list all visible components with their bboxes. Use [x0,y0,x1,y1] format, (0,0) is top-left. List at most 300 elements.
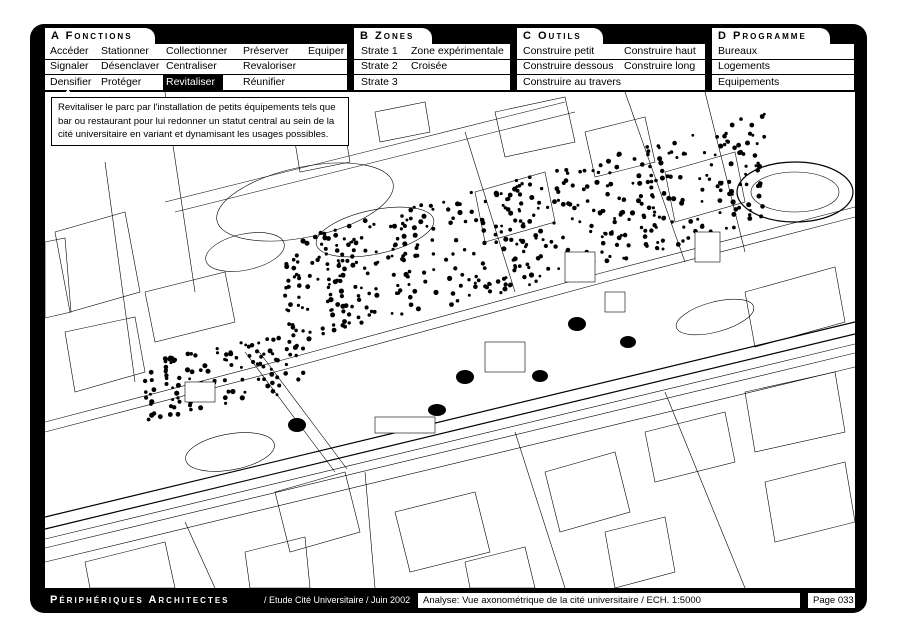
tree-mark [532,214,535,217]
menu-item-construire-petit[interactable]: Construire petit [523,45,595,57]
tree-mark [408,283,411,286]
tree-mark [534,236,537,239]
tree-mark [566,172,569,175]
tree-mark [178,400,182,404]
tree-mark [316,278,319,281]
tree-mark [557,267,560,270]
tree-mark [583,169,587,173]
tree-mark [647,206,652,211]
tree-mark [173,358,177,362]
tree-mark [714,154,717,157]
tree-mark [144,390,148,394]
tree-mark [326,236,331,241]
tree-mark [295,253,299,257]
tree-mark [294,329,298,333]
tree-mark [762,135,766,139]
tree-mark [481,261,485,265]
tree-mark [485,285,489,289]
tooltip-pointer [62,89,74,97]
tree-mark [275,375,279,379]
tree-mark [536,256,541,261]
tree-mark [684,152,687,155]
tree-mark [224,402,227,405]
tree-mark [357,294,361,298]
tree-mark [271,389,276,394]
tree-mark [508,211,513,216]
tree-mark [374,287,377,290]
tree-mark [144,396,148,400]
tree-mark [353,285,357,289]
tree-mark [658,216,661,219]
tree-mark [727,192,732,197]
menu-item-strate-2[interactable]: Strate 2 [361,60,398,72]
tree-mark [216,351,219,354]
tree-mark [650,193,654,197]
tree-mark [422,214,427,219]
tree-mark [500,230,503,233]
tree-mark [296,260,299,263]
tree-mark [643,229,647,233]
tree-mark [165,376,169,380]
tree-mark [598,210,603,215]
tree-mark [271,338,275,342]
tree-mark [350,263,355,268]
tree-mark [422,271,426,275]
tree-mark [412,225,417,230]
description-tooltip: Revitaliser le parc par l'installation de petits équipements tels que bar ou restaurant pour lui redonner un statut central au sein de la cité universitaire en variant et dynamisant les usages possibles. [51,97,349,146]
tree-mark [404,272,409,277]
tree-mark [528,283,531,286]
tree-mark [725,227,728,230]
tree-mark [656,247,660,251]
tree-mark [391,255,394,258]
tree-mark [494,225,498,229]
tree-mark [601,235,604,238]
menu-item-strate-3[interactable]: Strate 3 [361,76,398,88]
tree-mark [431,208,434,211]
tree-mark [285,347,289,351]
menu-item-revaloriser[interactable]: Revaloriser [243,60,297,72]
tree-mark [630,210,635,215]
menu-item-construire-haut[interactable]: Construire haut [624,45,696,57]
tree-mark [760,114,765,119]
tree-mark [756,184,760,188]
footer-page-number: Page 033 [808,593,855,608]
tree-mark [189,352,193,356]
tree-mark [400,214,404,218]
tree-mark [653,214,656,217]
tree-mark [230,389,235,394]
tree-mark [660,169,664,173]
tree-mark [749,209,752,212]
tree-mark [756,142,759,145]
tree-mark [190,369,195,374]
tree-mark [270,368,273,371]
tree-mark [656,241,659,244]
tree-mark [449,302,454,307]
menu-item-equiper[interactable]: Equiper [308,45,345,57]
tree-mark [185,367,190,372]
tree-mark [451,291,456,296]
tree-mark [508,193,513,198]
tree-mark [661,239,665,243]
tree-mark [671,220,674,223]
menu-item-collectionner[interactable]: Collectionner [166,45,228,57]
tree-mark [731,199,736,204]
tree-mark [644,242,649,247]
tree-mark [586,199,590,203]
tree-mark [423,280,427,284]
tree-mark [171,386,174,389]
tree-mark [464,220,468,224]
tree-mark [453,266,457,270]
tree-mark [747,216,752,221]
tree-mark [470,210,474,214]
tree-mark [528,175,532,179]
tree-mark [676,242,681,247]
tree-mark [330,312,335,317]
tree-mark [624,256,628,260]
tree-mark [408,295,413,300]
tree-mark [342,319,347,324]
tree-mark [409,303,414,308]
menu-item-revitaliser[interactable]: Revitaliser [163,75,223,90]
tree-mark [262,365,266,369]
tree-mark [308,274,312,278]
tree-mark [291,266,296,271]
tree-mark [291,325,296,330]
tree-mark [617,197,621,201]
tree-mark [509,238,513,242]
tree-mark [537,207,540,210]
tree-mark [627,218,630,221]
tree-mark [552,221,555,224]
tree-mark [608,182,613,187]
tree-mark [216,347,219,350]
tree-mark [171,398,174,401]
tree-mark [705,174,708,177]
tree-mark [431,227,435,231]
tree-mark [426,225,429,228]
tree-mark [363,218,368,223]
tree-mark [518,210,521,213]
tree-mark [589,224,593,228]
tree-mark [525,243,528,246]
tree-mark [391,312,394,315]
tree-mark [456,299,460,303]
tree-mark [613,217,616,220]
tree-mark [325,252,328,255]
tree-mark [701,200,704,203]
tree-mark [368,313,372,317]
tree-mark [482,228,487,233]
tree-mark [561,202,566,207]
tree-mark [467,278,470,281]
tree-mark [609,231,614,236]
tree-mark [668,175,672,179]
tree-mark [512,187,517,192]
tree-mark [529,272,534,277]
tree-mark [757,194,762,199]
tree-mark [346,243,351,248]
tree-mark [657,144,661,148]
tree-mark [475,275,478,278]
menu-fonctions-panel [45,44,347,90]
tree-mark [265,384,270,389]
tree-mark [223,395,228,400]
tree-mark [732,226,736,230]
tree-mark [292,258,296,262]
menu-item-construire-au-travers[interactable]: Construire au travers [523,76,622,88]
tree-mark [333,279,338,284]
tree-mark [324,247,328,251]
tree-mark [376,261,379,264]
tree-mark [262,377,266,381]
tree-mark [343,325,347,329]
tree-mark [557,199,560,202]
tree-mark [321,326,325,330]
tree-mark [696,218,699,221]
tree-mark [297,296,300,299]
tree-mark [496,279,501,284]
tree-mark [470,191,473,194]
tree-mark [488,289,492,293]
tree-mark [149,402,153,406]
tree-mark [555,186,560,191]
tree-mark [755,164,758,167]
tree-mark [306,336,311,341]
tree-mark [459,284,463,288]
tree-mark [518,264,522,268]
tree-mark [240,395,245,400]
tree-mark [719,181,724,186]
tree-mark [505,276,508,279]
tree-mark [429,204,433,208]
tree-mark [284,264,289,269]
tree-mark [568,202,573,207]
tree-mark [327,278,331,282]
tree-mark [527,266,530,269]
menu-item-construire-long[interactable]: Construire long [624,60,696,72]
tree-mark [640,226,643,229]
menu-outils-panel [517,44,705,90]
tree-mark [499,291,502,294]
tree-mark [501,246,506,251]
tree-mark [326,262,330,266]
menu-item-equipements[interactable]: Equipements [718,76,780,88]
tree-mark [686,236,690,240]
tree-mark [177,376,181,380]
tree-mark [265,337,269,341]
tree-mark [333,233,338,238]
tree-mark [262,353,265,356]
tree-mark [589,230,592,233]
tree-mark [337,259,340,262]
tree-mark [366,272,370,276]
tree-mark [550,240,554,244]
tree-mark [484,200,487,203]
menu-item-densifier[interactable]: Densifier [50,76,92,88]
tree-mark [188,403,192,407]
menu-item-construire-dessous[interactable]: Construire dessous [523,60,614,72]
tree-mark [619,213,623,217]
tree-mark [305,284,310,289]
tree-mark [529,195,534,200]
menu-item-preserver[interactable]: Préserver [243,45,289,57]
menu-item-signaler[interactable]: Signaler [50,60,89,72]
tree-mark [398,288,402,292]
tree-mark [521,224,525,228]
tree-mark [355,261,358,264]
tree-mark [678,175,683,180]
tree-mark [710,163,713,166]
menu-item-stationner[interactable]: Stationner [101,45,149,57]
tree-mark [537,201,541,205]
tree-mark [682,226,685,229]
menu-item-desenclaver[interactable]: Désenclaver [101,60,160,72]
tree-mark [373,310,377,314]
footer-brand: Périphériques Architectes [50,594,230,606]
menu-zones-panel [354,44,510,90]
menu-item-croisee[interactable]: Croisée [411,60,448,72]
tree-mark [150,378,154,382]
tree-mark [753,153,758,158]
tree-mark [297,283,302,288]
menu-item-centraliser[interactable]: Centraliser [166,60,217,72]
tree-mark [256,362,260,366]
tree-mark [736,143,741,148]
tree-mark [297,276,301,280]
tree-mark [662,248,665,251]
tree-mark [744,173,747,176]
tree-mark [244,344,247,347]
tree-mark [199,368,203,372]
tree-mark [627,243,631,247]
tree-mark [716,184,720,188]
tree-mark [719,188,723,192]
menu-zones-title: B Zones [354,28,432,44]
tree-mark [341,259,345,263]
tree-mark [326,300,330,304]
tree-mark [451,216,455,220]
tree-mark [293,345,298,350]
tree-mark [615,243,619,247]
tree-mark [367,292,371,296]
tree-mark [617,153,621,157]
tree-mark [718,198,723,203]
tree-mark [534,280,537,283]
menu-item-zone-experimentale[interactable]: Zone expérimentale [411,45,504,57]
tree-mark [393,244,397,248]
tree-mark [645,145,649,149]
tree-mark [276,393,279,396]
tree-mark [731,212,736,217]
menu-item-acceder[interactable]: Accéder [50,45,89,57]
tree-mark [287,340,291,344]
axonometric-map [45,92,855,588]
tree-mark [365,305,369,309]
tree-mark [357,316,361,320]
tree-mark [515,243,518,246]
tree-mark [632,182,635,185]
menu-item-proteger[interactable]: Protéger [101,76,142,88]
tree-mark [149,393,152,396]
tree-mark [402,234,407,239]
tree-mark [143,379,147,383]
tree-mark [649,228,653,232]
tree-mark [504,206,507,209]
tree-mark [513,256,518,261]
tree-mark [658,160,663,165]
tree-mark [585,184,590,189]
tree-mark [700,224,705,229]
tree-mark [287,322,291,326]
tree-mark [276,359,279,362]
tree-mark [519,219,523,223]
tree-mark [527,219,532,224]
tree-mark [749,123,754,128]
tree-mark [578,220,581,223]
tree-mark [359,321,363,325]
tree-mark [648,165,652,169]
tree-mark [454,238,458,242]
tree-mark [494,191,499,196]
tree-mark [746,202,751,207]
tree-mark [653,211,656,214]
tree-mark [457,210,462,215]
tree-mark [482,241,486,245]
menu-item-logements[interactable]: Logements [718,60,770,72]
tree-mark [605,192,610,197]
tree-mark [188,377,191,380]
tree-mark [494,233,498,237]
menu-item-strate-1[interactable]: Strate 1 [361,45,398,57]
tree-mark [285,363,288,366]
tree-mark [396,284,399,287]
tree-mark [386,255,390,259]
tree-mark [605,258,610,263]
tree-mark [518,192,522,196]
footer-study-info: / Etude Cité Universitaire / Juin 2002 [264,595,411,605]
tree-mark [727,180,731,184]
tree-mark [652,206,655,209]
tree-mark [708,178,711,181]
tree-mark [287,309,290,312]
tree-mark [745,183,749,187]
tree-mark [522,250,525,253]
menu-item-bureaux[interactable]: Bureaux [718,45,758,57]
tree-mark [341,309,345,313]
tree-mark [327,286,330,289]
tree-mark [357,298,361,302]
tree-mark [571,217,574,220]
tree-mark [719,211,722,214]
tree-mark [503,287,508,292]
tree-mark [229,363,233,367]
tree-mark [555,169,559,173]
tree-mark [734,207,739,212]
menu-item-reunifier[interactable]: Réunifier [243,76,286,88]
tree-mark [322,332,325,335]
footer-analysis: Analyse: Vue axonométrique de la cité universitaire / ECH. 1:5000 [418,593,800,608]
tree-mark [338,275,341,278]
tree-mark [544,244,548,248]
tree-mark [147,418,151,422]
tree-mark [402,258,406,262]
tree-mark [360,236,364,240]
tree-cluster [143,113,766,422]
tree-mark [657,156,662,161]
